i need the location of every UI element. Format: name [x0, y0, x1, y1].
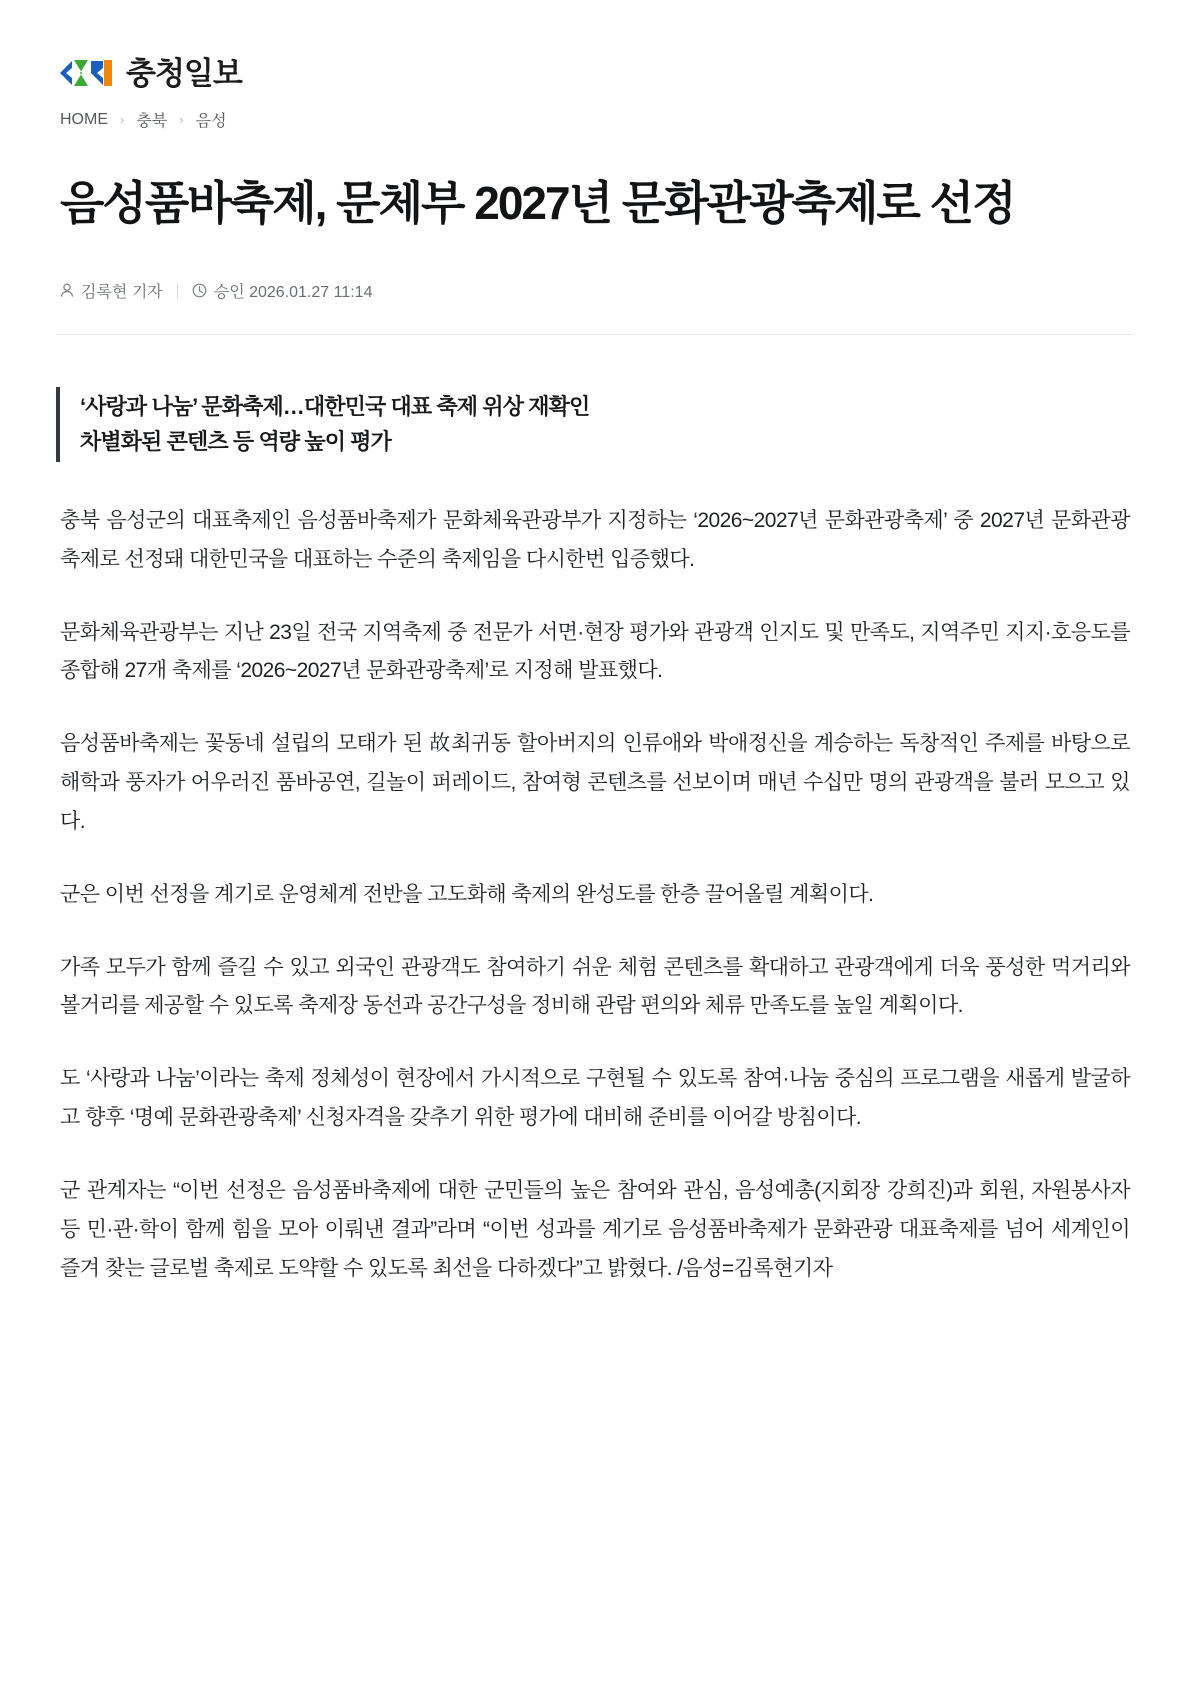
- breadcrumb-item-home[interactable]: HOME: [60, 110, 108, 128]
- site-masthead[interactable]: [56, 56, 1134, 90]
- chungcheong-ilbo-logo-icon: [58, 56, 114, 90]
- clock-icon: [192, 283, 207, 298]
- site-logo-text: 충청일보: [126, 55, 242, 91]
- byline: [56, 279, 1134, 302]
- article-paragraph: 군은 이번 선정을 계기로 운영체계 전반을 고도화해 축제의 완성도를 한층 끌어올릴 계획이다.: [60, 882, 874, 906]
- subheadline-line-1: ‘사랑과 나눔’ 문화축제…대한민국 대표 축제 위상 재확인: [80, 393, 590, 419]
- breadcrumb-item-chungbuk[interactable]: 충북: [136, 113, 168, 130]
- article-paragraph: 문화체육관광부는 지난 23일 전국 지역축제 중 전문가 서면·현장 평가와 관광객 인지도 및 만족도, 지역주민 지지·호응도를 종합해 27개 축제를 ‘2026~2027년 문화관광축제’로 지정해 발표했다.: [60, 620, 1130, 683]
- byline-author: [60, 279, 163, 302]
- article-paragraph: 음성품바축제는 꽃동네 설립의 모태가 된 故최귀동 할아버지의 인류애와 박애정신을 계승하는 독창적인 주제를 바탕으로 해학과 풍자가 어우러진 품바공연, 길놀이 퍼레이드, 참여형 콘텐츠를 선보이며 매년 수십만 명의 관광객을 불러 모으고 있다.: [60, 732, 1130, 833]
- byline-author-name: 김록현 기자: [81, 283, 163, 301]
- person-icon: [60, 283, 74, 298]
- article-paragraph: 도 ‘사랑과 나눔’이라는 축제 정체성이 현장에서 가시적으로 구현될 수 있도록 참여·나눔 중심의 프로그램을 새롭게 발굴하고 향후 ‘명예 문화관광축제’ 신청자격을 갖추기 위한 평가에 대비해 준비를 이어갈 방침이다.: [60, 1067, 1130, 1130]
- header-divider: [56, 334, 1134, 335]
- article-paragraph: 가족 모두가 함께 즐길 수 있고 외국인 관광객도 참여하기 쉬운 체험 콘텐츠를 확대하고 관광객에게 더욱 풍성한 먹거리와 볼거리를 제공할 수 있도록 축제장 동선과 공간구성을 정비해 관람 편의와 체류 만족도를 높일 계획이다.: [60, 955, 1130, 1018]
- chevron-right-icon: ›: [179, 112, 184, 127]
- article-paragraph: 군 관계자는 “이번 선정은 음성품바축제에 대한 군민들의 높은 참여와 관심, 음성예총(지회장 강희진)과 회원, 자원봉사자 등 민·관·학이 함께 힘을 모아 이뤄낸 결과”라며 “이번 성과를 계기로 음성품바축제가 문화관광 대표축제를 넘어 세계인이 즐겨 찾는 글로벌 축제로 도약할 수 있도록 최선을 다하겠다”고 밝혔다. /음성=김록현기자: [60, 1179, 1130, 1280]
- breadcrumb-item-eumseong[interactable]: 음성: [195, 113, 227, 130]
- chevron-right-icon: ›: [120, 112, 125, 127]
- byline-timestamp: [192, 279, 373, 302]
- breadcrumb: [56, 108, 1134, 131]
- page-title: 음성품바축제, 문체부 2027년 문화관광축제로 선정: [60, 177, 1015, 229]
- byline-divider: [177, 283, 178, 298]
- subheadline: [56, 387, 1134, 462]
- article-body: [56, 502, 1134, 1289]
- byline-approval-text: 승인 2026.01.27 11:14: [213, 283, 373, 301]
- article-paragraph: 충북 음성군의 대표축제인 음성품바축제가 문화체육관광부가 지정하는 ‘2026~2027년 문화관광축제’ 중 2027년 문화관광축제로 선정돼 대한민국을 대표하는 수준의 축제임을 다시한번 입증했다.: [60, 508, 1130, 571]
- subheadline-line-2: 차별화된 콘텐츠 등 역량 높이 평가: [80, 429, 391, 455]
